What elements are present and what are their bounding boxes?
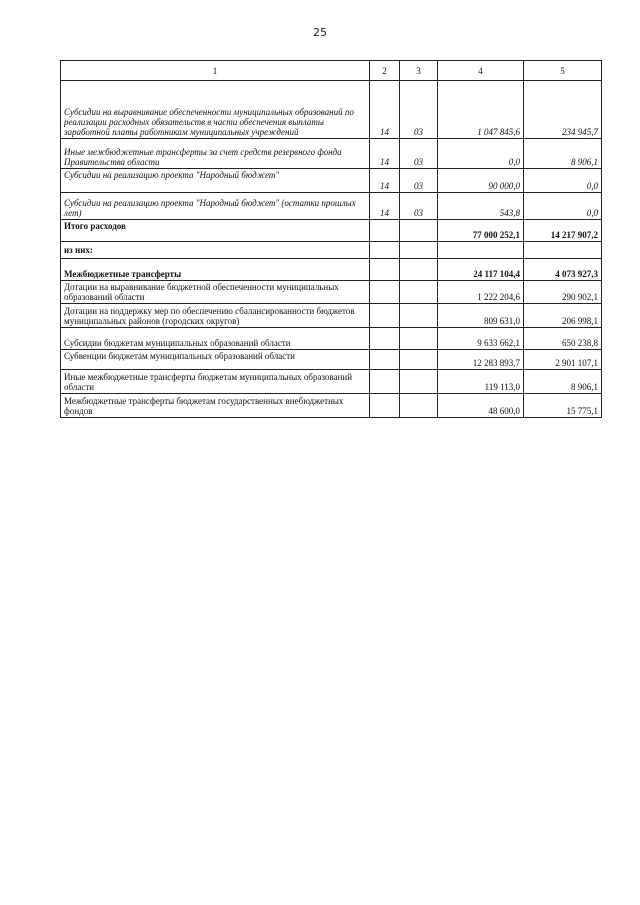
table-row [61,370,602,394]
row-value-col4: 1 222 204,6 [438,281,524,304]
row-value-col4: 24 117 104,4 [438,259,524,281]
row-name: Субсидии на реализацию проекта "Народный бюджет" (остатки прошлых лет) [61,193,370,220]
table-row [61,350,602,370]
row-name: Субсидии бюджетам муниципальных образований области [61,328,370,350]
row-value-col4: 0,0 [438,139,524,169]
table-row [61,169,602,193]
row-name: Субсидии на реализацию проекта "Народный бюджет" [61,169,370,193]
row-value-col5: 8 906,1 [524,139,602,169]
page-number: 25 [313,26,327,39]
row-code-section [370,259,400,281]
row-value-col5: 8 906,1 [524,370,602,394]
row-code-subsection [400,370,438,394]
row-value-col5: 14 217 907,2 [524,220,602,242]
row-code-subsection: 03 [400,81,438,139]
row-code-subsection [400,304,438,328]
header-cell-4: 4 [438,61,524,81]
row-value-col4: 543,8 [438,193,524,220]
row-code-section [370,350,400,370]
header-cell-1: 1 [61,61,370,81]
row-value-col4: 9 633 662,1 [438,328,524,350]
table-row [61,81,602,139]
row-value-col5: 0,0 [524,193,602,220]
budget-table [60,60,602,418]
row-code-subsection [400,394,438,418]
row-code-section: 14 [370,81,400,139]
row-value-col4: 90 000,0 [438,169,524,193]
row-value-col5: 4 073 927,3 [524,259,602,281]
row-code-subsection: 03 [400,193,438,220]
row-code-subsection [400,281,438,304]
row-name: Итого расходов [61,220,370,242]
row-name: Межбюджетные трансферты [61,259,370,281]
row-value-col5 [524,242,602,259]
row-code-section: 14 [370,169,400,193]
row-name: Дотации на поддержку мер по обеспечению сбалансированности бюджетов муниципальных районов (городских округов) [61,304,370,328]
row-value-col5: 650 238,8 [524,328,602,350]
row-code-subsection [400,220,438,242]
row-code-section [370,328,400,350]
row-value-col5: 2 901 107,1 [524,350,602,370]
row-name: Иные межбюджетные трансферты бюджетам муниципальных образований области [61,370,370,394]
row-code-subsection: 03 [400,139,438,169]
table-row [61,139,602,169]
row-value-col5: 290 902,1 [524,281,602,304]
table-row [61,281,602,304]
row-code-subsection [400,242,438,259]
row-code-section [370,281,400,304]
row-code-section: 14 [370,139,400,169]
table-row [61,193,602,220]
row-code-subsection: 03 [400,169,438,193]
row-code-section [370,394,400,418]
header-cell-2: 2 [370,61,400,81]
table-row [61,242,602,259]
row-name: Дотации на выравнивание бюджетной обеспеченности муниципальных образований области [61,281,370,304]
row-value-col5: 206 998,1 [524,304,602,328]
table-row [61,259,602,281]
table-row [61,394,602,418]
table-row [61,304,602,328]
row-code-section [370,370,400,394]
row-name: Субвенции бюджетам муниципальных образований области [61,350,370,370]
row-code-subsection [400,328,438,350]
row-value-col4: 77 000 252,1 [438,220,524,242]
row-name: Межбюджетные трансферты бюджетам государственных внебюджетных фондов [61,394,370,418]
table-header-row [61,61,602,81]
row-value-col4: 1 047 845,6 [438,81,524,139]
row-code-section [370,304,400,328]
row-code-subsection [400,350,438,370]
row-name: Субсидии на выравнивание обеспеченности муниципальных образований по реализации расходных обязательств в части обеспечения выплаты заработной платы работникам муниципальных учреждений [61,81,370,139]
row-value-col5: 234 945,7 [524,81,602,139]
row-value-col4: 809 631,0 [438,304,524,328]
header-cell-5: 5 [524,61,602,81]
row-value-col5: 0,0 [524,169,602,193]
row-value-col4: 12 283 893,7 [438,350,524,370]
row-value-col4: 119 113,0 [438,370,524,394]
row-name: Иные межбюджетные трансферты за счет средств резервного фонда Правительства области [61,139,370,169]
row-code-subsection [400,259,438,281]
row-code-section [370,242,400,259]
header-cell-3: 3 [400,61,438,81]
table-row [61,328,602,350]
row-value-col4: 48 600,0 [438,394,524,418]
row-value-col4 [438,242,524,259]
table-row-total [61,220,602,242]
row-code-section: 14 [370,193,400,220]
row-code-section [370,220,400,242]
row-value-col5: 15 775,1 [524,394,602,418]
row-name: из них: [61,242,370,259]
